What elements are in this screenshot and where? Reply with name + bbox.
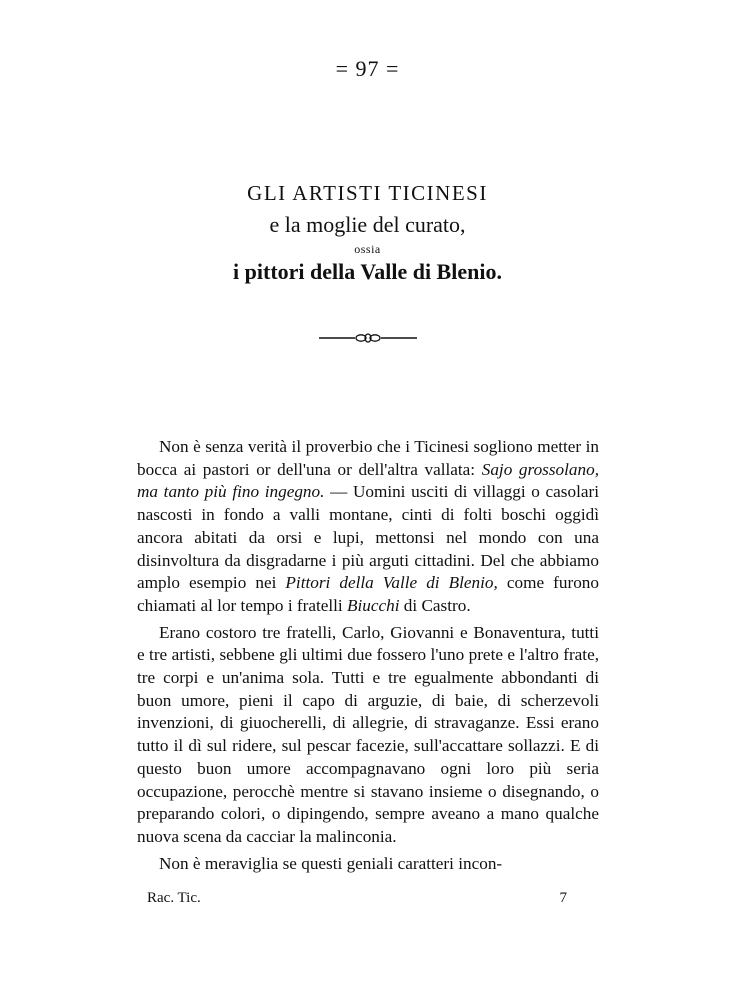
- paragraph-1-part: Non è senza verità il proverbio che i Ticinesi sogliono metter in bocca ai pastori or dell'una or dell'altra vallata:: [137, 437, 599, 479]
- sheet-number: 7: [559, 890, 567, 906]
- paragraph-3: Non è meraviglia se questi geniali caratteri incon-: [159, 853, 503, 873]
- proverb-quote: Sajo grossolano, ma tanto più fino ingegno.: [137, 459, 599, 502]
- signature-mark: Rac. Tic.: [147, 890, 201, 906]
- italic-family-name: Biucchi: [347, 595, 400, 615]
- chapter-alt-title: i pittori della Valle di Blenio.: [233, 259, 502, 284]
- paragraph-1: [137, 436, 599, 618]
- paragraph-2: Erano costoro tre fratelli, Carlo, Giovanni e Bonaventura, tutti e tre artisti, sebbene gli ultimi due fossero l'uno prete e l'altro frate, tre corpi e un'anima sola. Tutti e tre egualmente abbondanti di buon umore, pieni il capo di arguzie, di baie, di scherzevoli invenzioni, di giuocherelli, di allegrie, di stravaganze. Essi erano tutto il dì sul ridere, sul pescar facezie, sull'accattare sollazzi. E di questo buon umore accompagnavano ogni loro più seria occupazione, perocchè mentre si stavano insieme o disegnando, o preparando colori, o dipingendo, sempre aveano a mano qualche nuova scena da cacciar la malinconia.: [137, 622, 599, 846]
- page-number: = 97 =: [335, 56, 400, 81]
- chapter-title: GLI ARTISTI TICINESI: [247, 181, 488, 205]
- title-conjunction: ossia: [354, 242, 381, 256]
- paragraph-1-part: — Uomini usciti di villaggi o casolari nascosti in fondo a valli montane, cinti di folti boschi oggidì ancora abitati da orsi e lupi, mettonsi nel mondo con una disinvoltura da disgradarne i più arguti cittadini. Del che abbiamo amplo esempio nei: [137, 482, 599, 593]
- decorative-rule-ornament-icon: [317, 330, 419, 346]
- italic-title-reference: Pittori della Valle di Blenio,: [285, 573, 498, 593]
- chapter-subtitle: e la moglie del curato,: [269, 212, 466, 237]
- chapter-title-block: [0, 178, 735, 286]
- paragraph-1-part: di Castro.: [399, 595, 471, 615]
- paragraph-1-part: come furono chiamati al lor tempo i fratelli: [137, 573, 599, 615]
- body-text: [137, 436, 599, 875]
